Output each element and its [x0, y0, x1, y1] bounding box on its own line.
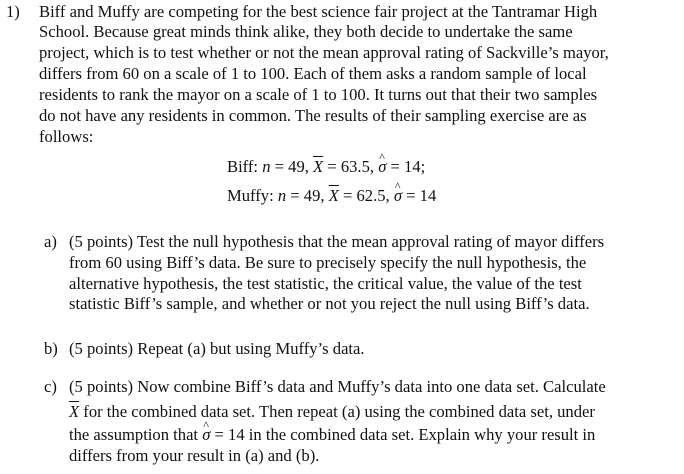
- x-bar-symbol: $\overline{X}$: [313, 157, 324, 176]
- part-c-line3-post: in the combined data set. Explain why your result in: [244, 425, 596, 444]
- x-bar-value: = 62.5,: [338, 186, 394, 205]
- sigma-hat-value: = 14: [402, 186, 437, 205]
- problem-text-line: School. Because great minds think alike, they both decide to undertake the same: [39, 22, 573, 41]
- part-c-text-line: [69, 402, 595, 421]
- part-b-letter: b): [44, 339, 58, 358]
- eq-prefix: Muffy:: [227, 186, 278, 205]
- x-bar-value: = 63.5,: [323, 157, 379, 176]
- x-bar-symbol: $\overline{X}$: [69, 402, 80, 421]
- part-c-text-line: (5 points) Now combine Biff’s data and Muffy’s data into one data set. Calculate: [69, 377, 606, 396]
- part-c-letter: c): [44, 377, 57, 396]
- sigma-hat-value: = 14: [210, 425, 245, 444]
- part-c-text-line: [69, 425, 595, 444]
- muffy-equation: [227, 186, 436, 205]
- part-a-text-line: (5 points) Test the null hypothesis that the mean approval rating of mayor differs: [69, 232, 605, 251]
- part-c-line3-pre: the assumption that: [69, 425, 203, 444]
- sigma-hat-symbol: ^ σ: [394, 186, 402, 205]
- x-bar-symbol: $\overline{X}$: [328, 186, 339, 205]
- n-value: = 49,: [270, 157, 314, 176]
- part-c-text-line: differs from your result in (a) and (b).: [69, 446, 320, 465]
- n-value: = 49,: [286, 186, 329, 205]
- sigma-hat-symbol: ^ σ: [202, 425, 210, 444]
- problem-text-line: Biff and Muffy are competing for the best science fair project at the Tantramar High: [39, 2, 598, 21]
- n-symbol: n: [277, 186, 287, 205]
- biff-equation: [227, 157, 425, 176]
- problem-text-line: follows:: [39, 127, 94, 146]
- n-symbol: n: [262, 157, 271, 176]
- problem-text-line: differs from 60 on a scale of 1 to 100. Each of them asks a random sample of local: [39, 64, 587, 83]
- part-c-line2-rest: for the combined data set. Then repeat (a) using the combined data set, under: [79, 402, 595, 421]
- problem-number: 1): [6, 2, 20, 21]
- part-a-text-line: from 60 using Biff’s data. Be sure to precisely specify the null hypothesis, the: [69, 253, 587, 272]
- part-a-text-line: statistic Biff’s sample, and whether or not you reject the null using Biff’s data.: [69, 294, 590, 313]
- problem-text-line: project, which is to test whether or not the mean approval rating of Sackville’s mayor,: [39, 43, 609, 62]
- sigma-hat-value: = 14;: [386, 157, 426, 176]
- part-b-text-line: (5 points) Repeat (a) but using Muffy’s data.: [69, 339, 365, 358]
- problem-text-line: residents to rank the mayor on a scale of 1 to 100. It turns out that their two samples: [39, 85, 598, 104]
- problem-text-line: do not have any residents in common. The results of their sampling exercise are as: [39, 106, 587, 125]
- part-a-text-line: alternative hypothesis, the test statistic, the critical value, the value of the test: [69, 274, 582, 293]
- sigma-hat-symbol: ^ σ: [378, 157, 386, 176]
- part-a-letter: a): [44, 232, 57, 251]
- eq-prefix: Biff:: [227, 157, 263, 176]
